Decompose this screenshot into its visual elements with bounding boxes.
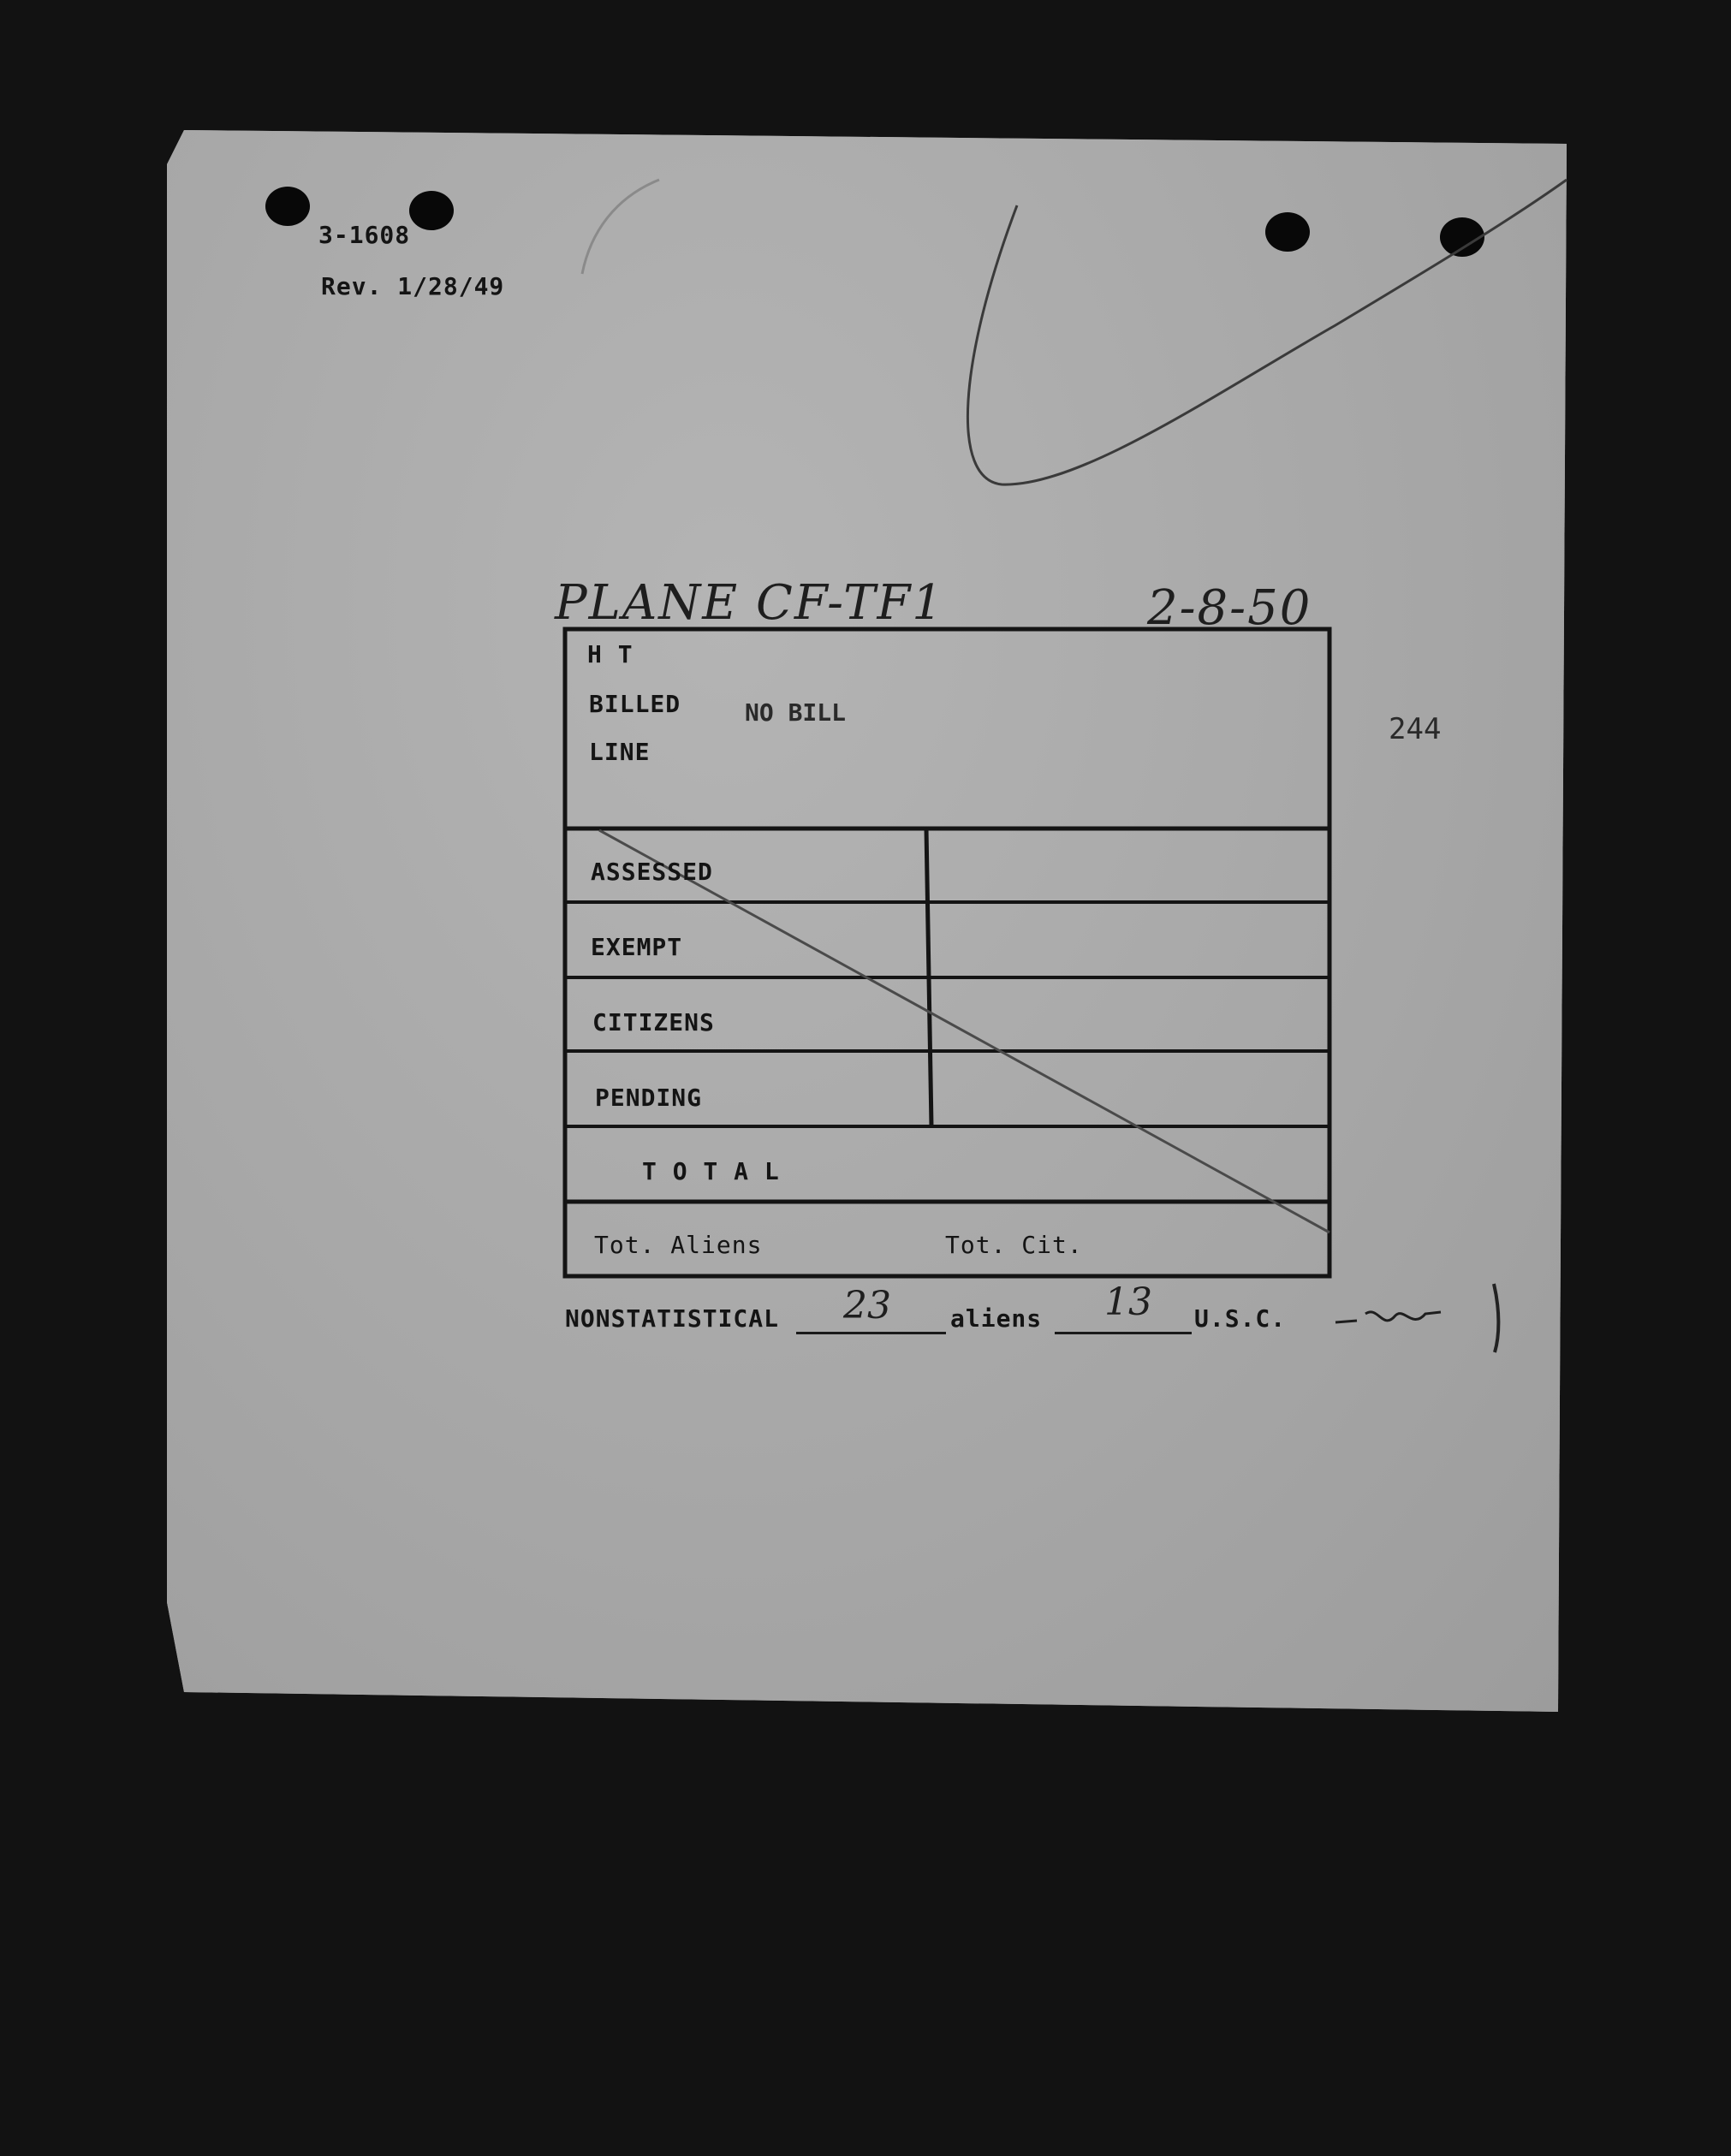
form-revision: Rev. 1/28/49 (321, 272, 505, 300)
total-label: T O T A L (642, 1157, 780, 1185)
total-citizens-label: Tot. Cit. (945, 1231, 1083, 1259)
total-aliens-label: Tot. Aliens (594, 1231, 763, 1259)
nonstat-aliens-value: 23 (843, 1284, 891, 1327)
nonstat-label: NONSTATISTICAL (565, 1304, 780, 1333)
row-label-pending: PENDING (595, 1084, 703, 1112)
form-number: 3-1608 (318, 221, 411, 249)
nonstat-aliens-label: aliens (950, 1304, 1043, 1333)
label-line: LINE (589, 738, 651, 766)
usc-underline (1055, 1332, 1192, 1334)
page-number-stamp: 244 (1389, 712, 1442, 746)
no-bill-stamp: NO BILL (745, 698, 847, 727)
label-billed: BILLED (589, 690, 681, 718)
carrier-handwritten: PLANE CF-TF1 (555, 575, 944, 631)
aliens-underline (796, 1332, 946, 1334)
row-label-assessed: ASSESSED (591, 858, 713, 886)
date-handwritten: 2-8-50 (1147, 580, 1312, 636)
label-ht: H T (587, 640, 634, 668)
check-mark (967, 180, 1567, 484)
nonstat-usc-value: 13 (1104, 1280, 1152, 1324)
pen-scribble (582, 180, 659, 274)
bracket-mark (1494, 1284, 1498, 1352)
row-label-citizens: CITIZENS (592, 1008, 715, 1036)
row-label-exempt: EXEMPT (591, 933, 683, 961)
initials-scribble (1331, 1297, 1451, 1339)
nonstat-usc-label: U.S.C. (1194, 1304, 1287, 1333)
